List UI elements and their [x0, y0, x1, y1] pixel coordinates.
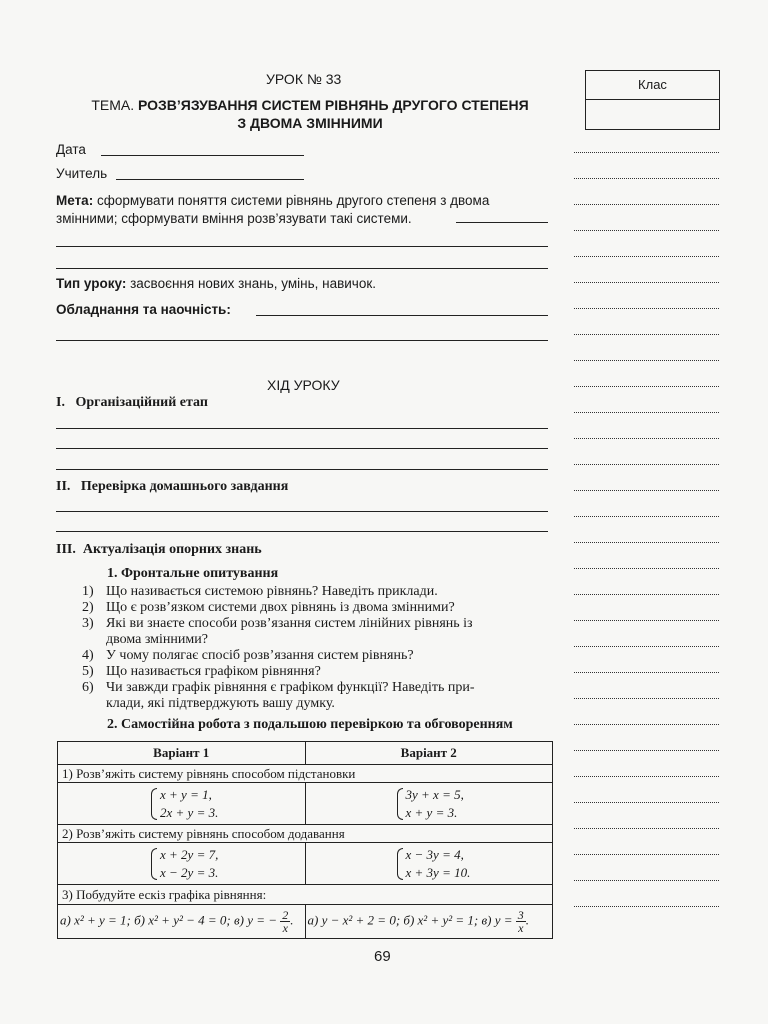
page-title	[70, 96, 550, 132]
margin-line	[574, 568, 719, 569]
table-row	[58, 843, 553, 885]
task-2: 2) Розв’яжіть систему рівнянь способом додавання	[58, 825, 553, 843]
task-1-variant-2	[305, 783, 553, 825]
equation: 2x + y = 3.	[160, 804, 219, 820]
question-text: Чи завжди графік рівняння є графіком функції? Наведіть при-	[106, 680, 475, 695]
margin-line	[574, 646, 719, 647]
topic-prefix: ТЕМА.	[91, 97, 135, 113]
equation: а) y − x² + 2 = 0; б) x² + y² = 1; в) y =	[307, 912, 513, 928]
margin-line	[574, 152, 719, 153]
margin-line	[574, 698, 719, 699]
margin-line	[574, 256, 719, 257]
section-3-title: Актуалізація опорних знань	[82, 542, 262, 557]
section-1	[56, 395, 208, 411]
equation: x − 2y = 3.	[160, 864, 219, 880]
goal-field[interactable]	[56, 268, 548, 269]
table-row	[58, 825, 553, 843]
question-text: Що називається графіком рівняння?	[106, 664, 321, 679]
task-3-variant-1: а) x² + y = 1; б) x² + y² − 4 = 0; в) y = − $\frac{2}{x}$ .	[58, 905, 306, 939]
equation: а) x² + y = 1; б) x² + y² − 4 = 0; в) y = −	[60, 912, 278, 928]
table-row	[58, 783, 553, 825]
section-2-field[interactable]	[56, 531, 548, 532]
topic-line2: З ДВОМА ЗМІННИМИ	[237, 115, 383, 131]
goal-text1: сформувати поняття системи рівнянь другого степеня з двома	[96, 193, 490, 208]
margin-line	[574, 490, 719, 491]
section-2-num: II.	[56, 479, 71, 494]
section-3-num: III.	[56, 542, 76, 557]
equation: 3y + x = 5,	[405, 786, 464, 802]
task-3-variant-2: а) y − x² + 2 = 0; б) x² + y² = 1; в) y = $\frac{3}{x}$ .	[305, 905, 553, 939]
margin-line	[574, 334, 719, 335]
margin-line	[574, 412, 719, 413]
teacher-label: Учитель	[56, 166, 108, 181]
margin-line	[574, 750, 719, 751]
lesson-type	[56, 276, 376, 291]
equipment-label: Обладнання та наочність:	[56, 302, 231, 317]
equipment-field[interactable]	[56, 340, 548, 341]
equation-system	[150, 846, 218, 882]
margin-line	[574, 594, 719, 595]
margin-line	[574, 230, 719, 231]
goal-text2: змінними; сформувати вміння розв’язувати такі системи.	[56, 211, 412, 226]
goal-field[interactable]	[456, 222, 548, 223]
section-1-field[interactable]	[56, 448, 548, 449]
margin-line	[574, 802, 719, 803]
section-1-title: Організаційний етап	[75, 395, 208, 410]
topic-line1: РОЗВ’ЯЗУВАННЯ СИСТЕМ РІВНЯНЬ ДРУГОГО СТЕПЕНЯ	[137, 97, 529, 113]
variant-2-header: Варіант 2	[305, 742, 553, 765]
question-text-cont: двома змінними?	[106, 632, 208, 647]
task-1-variant-1	[58, 783, 306, 825]
lesson-number: УРОК № 33	[266, 71, 342, 87]
question-text: Що є розв’язком системи двох рівнянь із двома змінними?	[106, 600, 455, 615]
table-row	[58, 765, 553, 783]
goal-field[interactable]	[56, 246, 548, 247]
question-text: Які ви знаєте способи розв’язання систем лінійних рівнянь із	[106, 616, 473, 631]
equation: x + 2y = 7,	[160, 846, 219, 862]
question-number: 6)	[82, 680, 94, 695]
table-row	[58, 905, 553, 939]
table-row	[58, 742, 553, 765]
margin-line	[574, 360, 719, 361]
fraction-denominator: x	[282, 921, 288, 935]
section-2-title: Перевірка домашнього завдання	[80, 479, 289, 494]
equation: x + 3y = 10.	[405, 864, 471, 880]
margin-line	[574, 204, 719, 205]
question-text-cont: клади, які підтверджують вашу думку.	[106, 696, 335, 711]
type-text: засвоєння нових знань, умінь, навичок.	[130, 276, 377, 291]
goal-label: Мета:	[56, 193, 94, 208]
section-1-field[interactable]	[56, 428, 548, 429]
teacher-field[interactable]	[116, 179, 304, 180]
fraction	[280, 909, 290, 934]
type-label: Тип уроку:	[56, 276, 127, 291]
section-3	[56, 542, 262, 558]
task-1: 1) Розв’яжіть систему рівнянь способом підстановки	[58, 765, 553, 783]
fraction-numerator: 2	[282, 908, 289, 922]
section-1-field[interactable]	[56, 469, 548, 470]
margin-line	[574, 620, 719, 621]
question-number: 4)	[82, 648, 94, 663]
page-number: 69	[374, 948, 391, 965]
question-number: 3)	[82, 616, 94, 631]
margin-line	[574, 386, 719, 387]
margin-line	[574, 464, 719, 465]
equation: x + y = 3.	[405, 804, 458, 820]
date-label: Дата	[56, 142, 86, 157]
class-label: Клас	[586, 71, 719, 100]
fraction-denominator: x	[518, 921, 524, 935]
question-text: Що називається системою рівнянь? Наведіть приклади.	[106, 584, 438, 599]
subsection-1: 1. Фронтальне опитування	[107, 566, 279, 581]
fraction	[516, 909, 526, 934]
section-2	[56, 479, 288, 495]
fraction-numerator: 3	[517, 908, 524, 922]
margin-line	[574, 672, 719, 673]
equation-system	[396, 846, 471, 882]
date-field[interactable]	[101, 155, 304, 156]
task-3: 3) Побудуйте ескіз графіка рівняння:	[58, 885, 553, 905]
margin-line	[574, 282, 719, 283]
section-1-num: I.	[56, 395, 65, 410]
margin-line	[574, 438, 719, 439]
table-row	[58, 885, 553, 905]
question-text: У чому полягає спосіб розв’язання систем рівнянь?	[106, 648, 414, 663]
class-box	[585, 70, 720, 130]
margin-line	[574, 880, 719, 881]
equation: x − 3y = 4,	[405, 846, 464, 862]
question-number: 1)	[82, 584, 94, 599]
question-number: 5)	[82, 664, 94, 679]
section-2-field[interactable]	[56, 511, 548, 512]
margin-line	[574, 308, 719, 309]
margin-line	[574, 828, 719, 829]
margin-line	[574, 854, 719, 855]
margin-line	[574, 178, 719, 179]
equation-system	[396, 786, 464, 822]
equipment-field[interactable]	[256, 315, 548, 316]
variants-table	[57, 741, 553, 939]
equation-system	[150, 786, 218, 822]
task-2-variant-2	[305, 843, 553, 885]
margin-line	[574, 724, 719, 725]
margin-line	[574, 516, 719, 517]
margin-line	[574, 776, 719, 777]
variant-1-header: Варіант 1	[58, 742, 306, 765]
subsection-2: 2. Самостійна робота з подальшою перевіркою та обговоренням	[107, 717, 513, 732]
task-2-variant-1	[58, 843, 306, 885]
course-title: ХІД УРОКУ	[267, 377, 340, 393]
question-number: 2)	[82, 600, 94, 615]
equation: x + y = 1,	[160, 786, 212, 802]
margin-line	[574, 542, 719, 543]
margin-line	[574, 906, 719, 907]
